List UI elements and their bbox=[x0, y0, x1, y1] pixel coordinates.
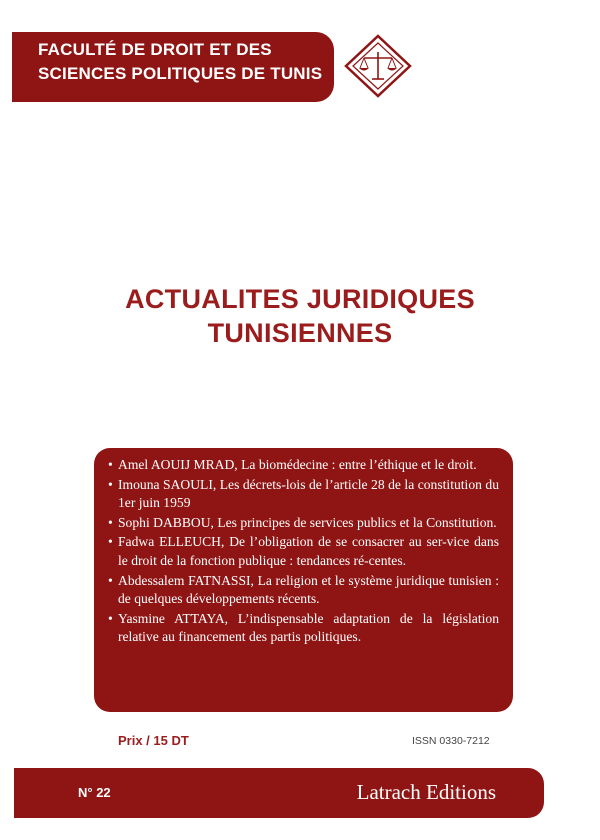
price-label: Prix / 15 DT bbox=[118, 733, 189, 748]
issue-number: N° 22 bbox=[78, 785, 111, 800]
journal-title bbox=[0, 282, 600, 350]
publisher-name: Latrach Editions bbox=[356, 780, 496, 804]
faculty-banner bbox=[12, 32, 334, 102]
journal-title-line2: TUNISIENNES bbox=[207, 318, 393, 348]
issn-label: ISSN 0330-7212 bbox=[412, 735, 490, 747]
table-of-contents bbox=[94, 448, 513, 712]
contents-item: • Amel AOUIJ MRAD, La biomédecine : entre l’éthique et le droit. bbox=[108, 456, 499, 475]
journal-title-line1: ACTUALITES JURIDIQUES bbox=[125, 284, 475, 314]
faculty-name-line1: FACULTÉ DE DROIT ET DES bbox=[38, 40, 272, 59]
scales-of-justice-icon bbox=[344, 34, 412, 98]
contents-item: • Abdessalem FATNASSI, La religion et le système juridique tunisien : de quelques développements récents. bbox=[108, 572, 499, 609]
contents-item: • Yasmine ATTAYA, L’indispensable adaptation de la législation relative au financement des partis politiques. bbox=[108, 610, 499, 647]
faculty-name-line2: SCIENCES POLITIQUES DE TUNIS bbox=[38, 64, 323, 83]
contents-item: • Sophi DABBOU, Les principes de services publics et la Constitution. bbox=[108, 514, 499, 533]
contents-item: • Imouna SAOULI, Les décrets-lois de l’article 28 de la constitution du 1er juin 1959 bbox=[108, 476, 499, 513]
contents-item: • Fadwa ELLEUCH, De l’obligation de se consacrer au ser-vice dans le droit de la fonction publique : tendances ré-centes. bbox=[108, 533, 499, 570]
bottom-band bbox=[14, 768, 544, 818]
